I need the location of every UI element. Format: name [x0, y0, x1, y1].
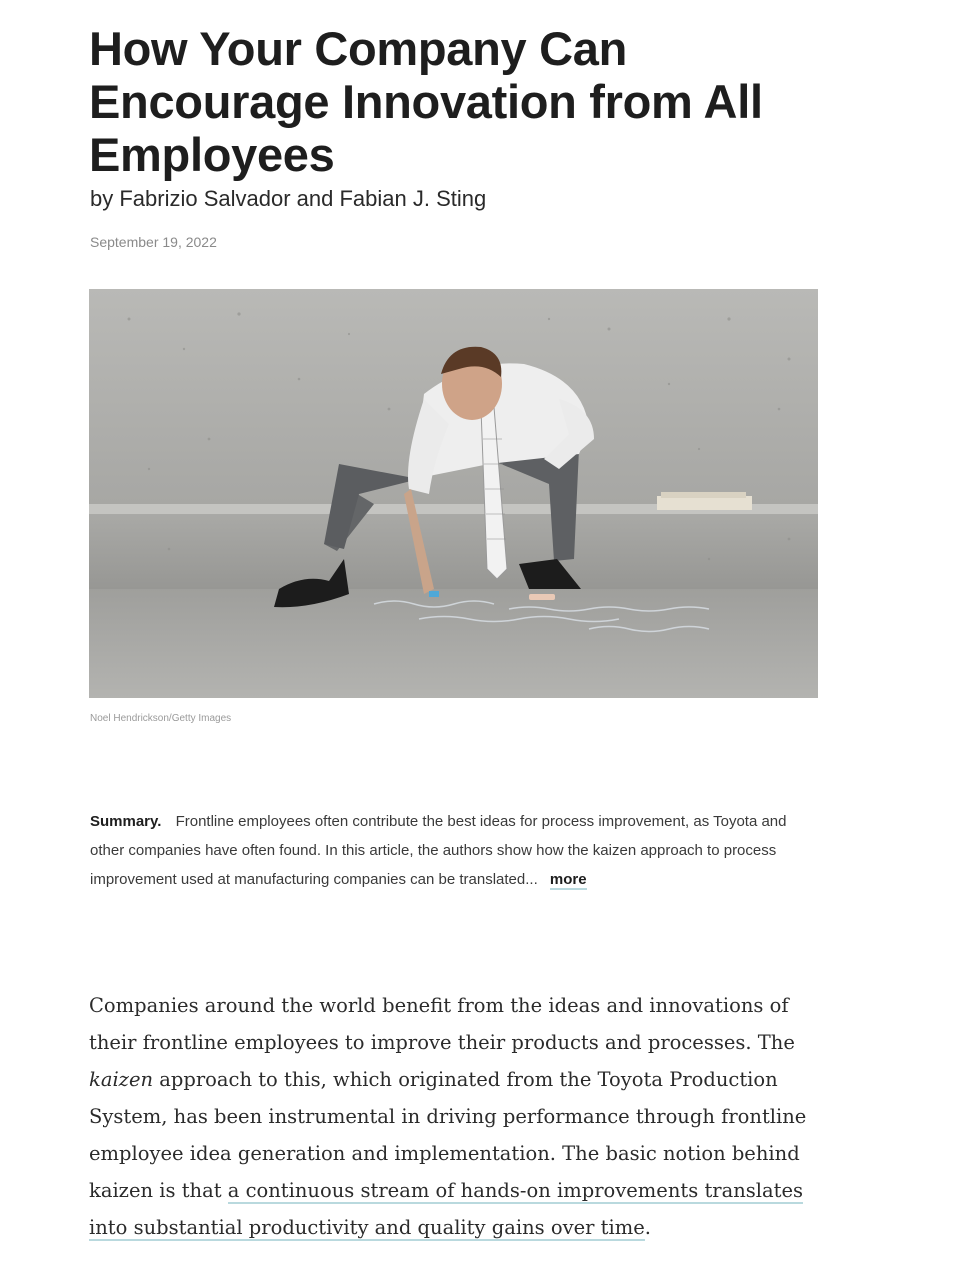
body-text-part-1: Companies around the world benefit from the ideas and innovations of their frontline employees to improve their products and processes. The [89, 994, 795, 1054]
summary-block [90, 807, 820, 894]
article-title: How Your Company Can Encourage Innovation from All Employees [89, 22, 763, 181]
summary-label: Summary. [90, 813, 162, 830]
continuous-improvements-link[interactable]: a continuous stream of hands-on improvements translates into substantial productivity and quality gains over time [89, 1179, 804, 1239]
hero-image [89, 289, 818, 698]
article-body-paragraph [89, 987, 824, 1246]
more-link[interactable]: more [549, 871, 587, 888]
author-byline: by Fabrizio Salvador and Fabian J. Sting [90, 186, 487, 211]
body-text-part-3: . [644, 1216, 651, 1239]
image-credit: Noel Hendrickson/Getty Images [90, 713, 232, 724]
kaizen-emphasis: kaizen [89, 1068, 154, 1091]
body-text-part-2: approach to this, which originated from the Toyota Production System, has been instrumental in driving performance through frontline employee idea generation and implementation. The basic notion behind kaizen is that [89, 1068, 807, 1202]
publish-date: September 19, 2022 [90, 234, 217, 250]
summary-text: Frontline employees often contribute the best ideas for process improvement, as Toyota and other companies have often found. In this article, the authors show how the kaizen approach to process improvement used at manufacturing companies can be translated... [90, 813, 787, 888]
